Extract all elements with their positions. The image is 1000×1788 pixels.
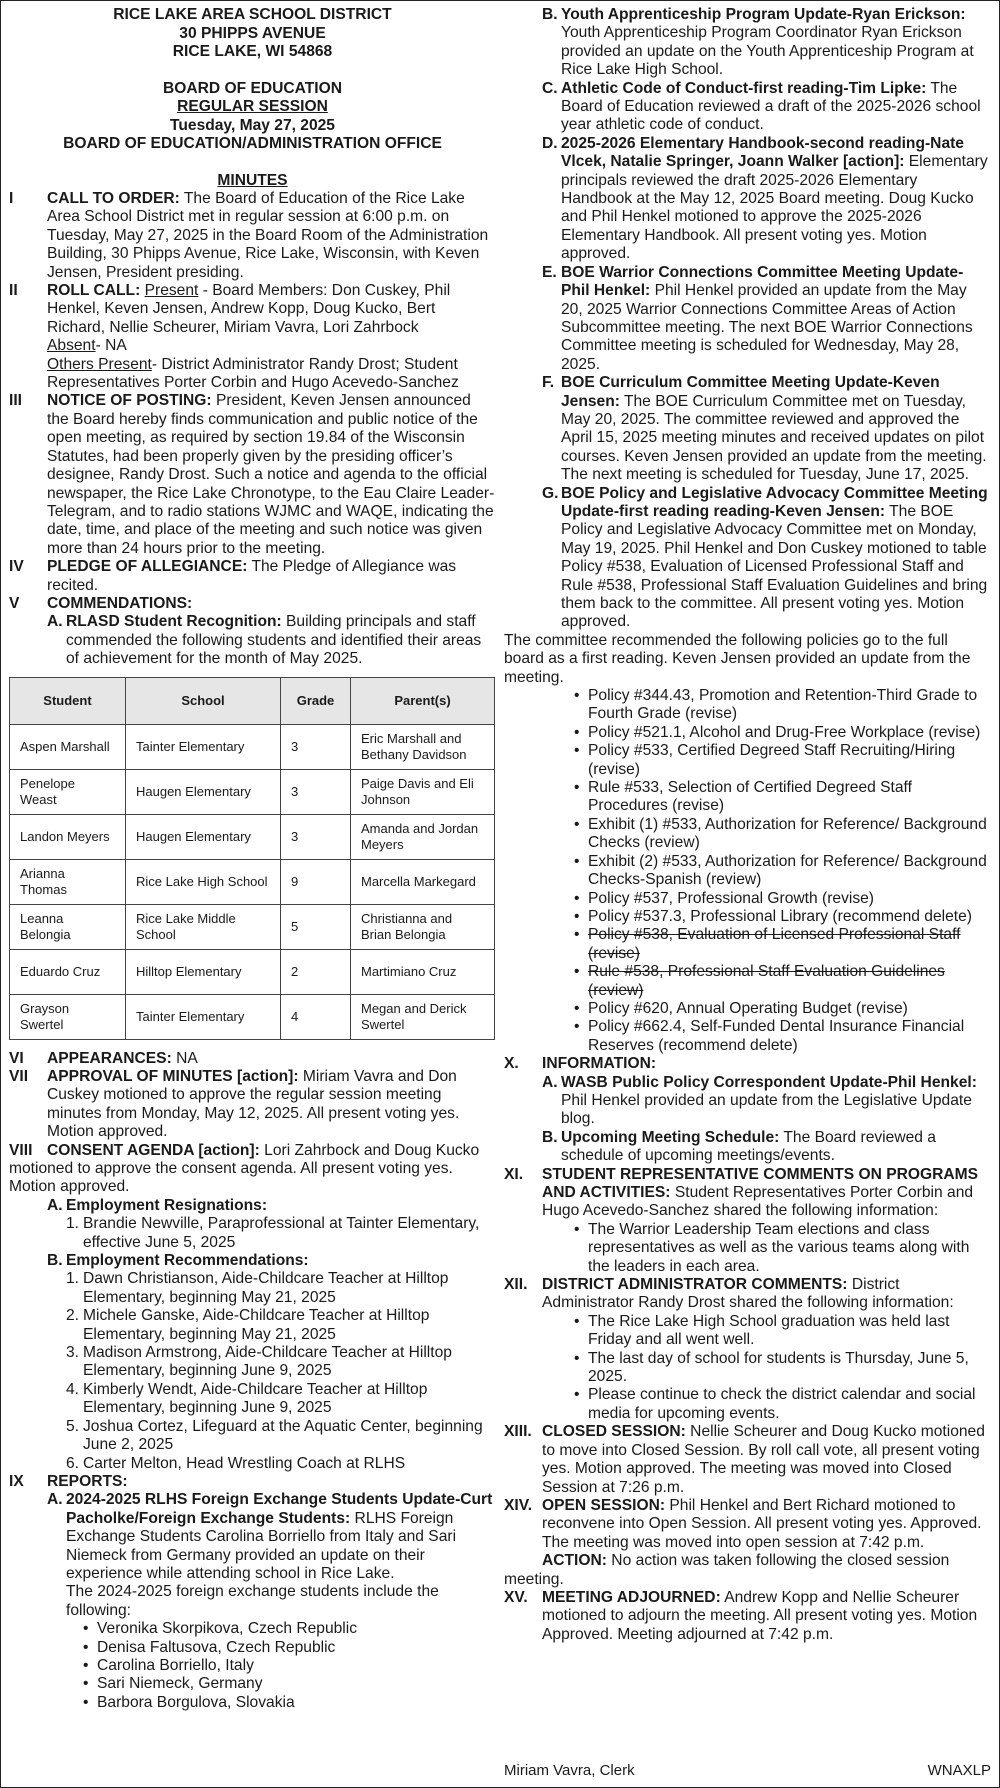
section-information: X. INFORMATION: (504, 1055, 657, 1073)
bullet-mark: • (574, 852, 580, 870)
section-notice-of-posting: III NOTICE OF POSTING: President, Keven Jensen announced the Board hereby finds communication and public notice of the open meeting, as required by section 19.84 of the Wisconsin Statutes, had been properly given by the presiding officer’s designee, Randy Drost. Such a notice and agenda to the official newspaper, the Rice Lake Chronotype, to the Eau Claire Leader-Telegram, and to radio stations WJMC and WAQE, indicating the date, time, and place of the meeting and such notice was given more than 24 hours prior to the meeting. (9, 392, 495, 557)
column-header: School (126, 677, 281, 724)
list-item: • Carolina Borriello, Italy (83, 1656, 254, 1674)
section-pledge: IV PLEDGE OF ALLEGIANCE: The Pledge of Allegiance was recited. (9, 558, 457, 594)
action-note: ACTION: No action was taken following the closed session meeting. (504, 1552, 950, 1588)
bullet-mark: • (574, 999, 580, 1017)
column-header: Student (10, 677, 126, 724)
list-item: 4. Kimberly Wendt, Aide-Childcare Teacher at Hilltop Elementary, beginning June 9, 2025 (66, 1380, 428, 1417)
policy-text: Rule #533, Selection of Certified Degreed Staff Procedures (revise) (588, 779, 912, 815)
bullet-mark: • (574, 687, 580, 705)
left-column (9, 6, 496, 1712)
table-cell: Tainter Elementary (126, 724, 281, 769)
table-cell: 5 (281, 904, 351, 949)
subsection-athletic-code: C. Athletic Code of Conduct-first reading-Tim Lipke: The Board of Education reviewed a draft of the 2025-2026 school year athletic code of conduct. (542, 79, 981, 134)
policy-list-item (574, 853, 991, 890)
bullet-mark: • (574, 963, 580, 981)
bullet-mark: • (574, 889, 580, 907)
section-meeting-adjourned: XV. MEETING ADJOURNED: Andrew Kopp and Nellie Scheurer motioned to adjourn the meeting. All present voting yes. Motion Approved. Meeting adjourned at 7:42 p.m. (504, 1588, 978, 1643)
policy-text: Rule #538, Professional Staff Evaluation Guidelines (review) (588, 963, 945, 999)
table-cell: Paige Davis and Eli Johnson (351, 769, 495, 814)
policy-list-item (574, 926, 991, 963)
table-cell: Landon Meyers (10, 814, 126, 859)
minutes-title: MINUTES (217, 171, 288, 189)
subsection-recommendations: B. Employment Recommendations: (47, 1252, 309, 1270)
section-administrator-comments: XII. DISTRICT ADMINISTRATOR COMMENTS: District Administrator Randy Drost shared the following information: (504, 1276, 954, 1312)
subsection-warrior-connections: E. BOE Warrior Connections Committee Meeting Update-Phil Henkel: Phil Henkel provided an update from the May 20, 2025 Warrior Connections Committee Areas of Action Subcommittee meeting. The next BOE Warrior Connections Committee meeting is scheduled for Wednesday, May 28, 2025. (542, 263, 973, 373)
subsection-policy-committee: G. BOE Policy and Legislative Advocacy Committee Meeting Update-first reading reading-Keven Jensen: The BOE Policy and Legislative Advocacy Committee met on Monday, May 19, 2025. Phil Henkel and Don Cuskey motioned to table Policy #538, Evaluation of Licensed Professional Staff and Rule #538, Professional Staff Evaluation Guidelines and bring them back to the committee. All present voting yes. Motion approved. (542, 484, 988, 631)
subsection-wasb-update: A. WASB Public Policy Correspondent Update-Phil Henkel: Phil Henkel provided an update from the Legislative Update blog. (542, 1073, 977, 1128)
list-item: 2. Michele Ganske, Aide-Childcare Teacher at Hilltop Elementary, beginning May 21, 2025 (66, 1307, 430, 1343)
list-item: • The Warrior Leadership Team elections and class representatives as well as the various teams along with the leaders in each area. (574, 1220, 970, 1275)
table-cell: Arianna Thomas (10, 859, 126, 904)
subsection-meeting-schedule: B. Upcoming Meeting Schedule: The Board reviewed a schedule of upcoming meetings/events. (542, 1128, 936, 1165)
table-cell: Marcella Markegard (351, 859, 495, 904)
policy-recommendation-text: The committee recommended the following policies go to the full board as a first reading. Keven Jensen provided an update from the meeting. (504, 631, 971, 686)
list-item: 5. Joshua Cortez, Lifeguard at the Aquatic Center, beginning June 2, 2025 (66, 1417, 483, 1454)
table-row (10, 769, 495, 814)
list-item: • Please continue to check the district calendar and social media for upcoming events. (574, 1386, 976, 1422)
bullet-mark: • (574, 907, 580, 925)
session-type: REGULAR SESSION (177, 98, 328, 115)
policy-text: Policy #537, Professional Growth (revise) (588, 889, 875, 907)
table-cell: 3 (281, 769, 351, 814)
section-call-to-order: I CALL TO ORDER: The Board of Education of the Rice Lake Area School District met in regular session at 6:00 p.m. on Tuesday, May 27, 2025 in the Board Room of the Administration Building, 30 Phipps Avenue, Rice Lake, Wisconsin, with Keven Jensen, President presiding. (9, 190, 489, 281)
subsection-elementary-handbook: D. 2025-2026 Elementary Handbook-second reading-Nate Vlcek, Natalie Springer, Joann Walker [action]: Elementary principals reviewed the draft 2025-2026 Elementary Handbook at the May 12, 2025 Board meeting. Doug Kucko and Phil Henkel motioned to approve the 2025-2026 Elementary Handbook. All present voting yes. Motion approved. (542, 134, 988, 263)
table-row (10, 904, 495, 949)
section-approval-of-minutes: VII APPROVAL OF MINUTES [action]: Miriam Vavra and Don Cuskey motioned to approve the regular session meeting minutes from Monday, May 12, 2025. All present voting yes. Motion approved. (9, 1067, 460, 1141)
publication-code: WNAXLP (927, 1762, 991, 1779)
bullet-mark: • (574, 926, 580, 944)
subsection-student-recognition: A. RLASD Student Recognition: Building principals and staff commended the following students and identified their areas of achievement for the month of May 2025. (47, 613, 482, 668)
meeting-date: Tuesday, May 27, 2025 (170, 116, 335, 134)
subsection-youth-apprenticeship: B. Youth Apprenticeship Program Update-Ryan Erickson: Youth Apprenticeship Program Coordinator Ryan Erickson provided an update on the Youth Apprenticeship Program at Rice Lake High School. (542, 6, 974, 79)
section-commendations: V COMMENDATIONS: (9, 594, 193, 612)
column-header: Parent(s) (351, 677, 495, 724)
meeting-location: BOARD OF EDUCATION/ADMINISTRATION OFFICE (63, 135, 442, 152)
section-open-session: XIV. OPEN SESSION: Phil Henkel and Bert Richard motioned to reconvene into Open Session. All present voting yes. Approved. The meeting was moved into open session at 7:42 p.m. (504, 1496, 982, 1551)
table-cell: Christianna and Brian Belongia (351, 904, 495, 949)
table-cell: Amanda and Jordan Meyers (351, 814, 495, 859)
section-roll-call: II ROLL CALL: Present - Board Members: Don Cuskey, Phil Henkel, Keven Jensen, Andrew Kopp, Doug Kucko, Bert Richard, Nellie Scheurer, Miriam Vavra, Lori Zahrbock Absent- NA Others Present- District Administrator Randy Drost; Student Representatives Porter Corbin and Hugo Acevedo-Sanchez (9, 282, 459, 392)
subsection-resignations: A. Employment Resignations: (47, 1196, 268, 1214)
bullet-mark: • (574, 779, 580, 797)
table-cell: Rice Lake High School (126, 859, 281, 904)
district-city: RICE LAKE, WI 54868 (172, 43, 333, 60)
bullet-mark: • (574, 723, 580, 741)
list-item: • Denisa Faltusova, Czech Republic (83, 1638, 336, 1656)
table-cell: Martimiano Cruz (351, 949, 495, 994)
policy-list-item (574, 742, 991, 779)
student-recognition-table (9, 677, 495, 1040)
table-header-row (10, 677, 495, 724)
section-student-rep-comments: XI. STUDENT REPRESENTATIVE COMMENTS ON PROGRAMS AND ACTIVITIES: Student Representatives Porter Corbin and Hugo Acevedo-Sanchez shared the following information: (504, 1165, 979, 1220)
table-row (10, 994, 495, 1039)
table-cell: Eduardo Cruz (10, 949, 126, 994)
table-cell: 3 (281, 724, 351, 769)
policy-text: Policy #537.3, Professional Library (recommend delete) (588, 907, 972, 925)
bullet-mark: • (574, 815, 580, 833)
table-cell: Leanna Belongia (10, 904, 126, 949)
district-name: RICE LAKE AREA SCHOOL DISTRICT (113, 6, 392, 23)
policy-list-item (574, 908, 991, 926)
table-cell: Megan and Derick Swertel (351, 994, 495, 1039)
table-cell: Haugen Elementary (126, 769, 281, 814)
table-row (10, 949, 495, 994)
policy-list (504, 687, 991, 1055)
bullet-mark: • (574, 742, 580, 760)
section-closed-session: XIII. CLOSED SESSION: Nellie Scheurer and Doug Kucko motioned to move into Closed Session. By roll call vote, all present voting yes. Motion approved. The meeting was moved into Closed Session at 7:26 p.m. (504, 1423, 985, 1496)
policy-text: Exhibit (2) #533, Authorization for Reference/ Background Checks-Spanish (review) (588, 852, 987, 889)
policy-list-item (574, 816, 991, 853)
policy-text: Policy #533, Certified Degreed Staff Recruiting/Hiring (revise) (588, 742, 956, 778)
table-cell: Haugen Elementary (126, 814, 281, 859)
table-row (10, 859, 495, 904)
district-street: 30 PHIPPS AVENUE (179, 24, 326, 42)
list-item: 1. Dawn Christianson, Aide-Childcare Teacher at Hilltop Elementary, beginning May 21, 2025 (66, 1270, 449, 1306)
list-item: 1. Brandie Newville, Paraprofessional at Tainter Elementary, effective June 5, 2025 (66, 1215, 480, 1251)
table-cell: Eric Marshall and Bethany Davidson (351, 724, 495, 769)
section-appearances: VI APPEARANCES: NA (9, 1049, 198, 1067)
table-row (10, 724, 495, 769)
board-title: BOARD OF EDUCATION (162, 79, 343, 97)
list-item: • Barbora Borgulova, Slovakia (83, 1693, 295, 1711)
table-cell: Rice Lake Middle School (126, 904, 281, 949)
clerk-signature: Miriam Vavra, Clerk (504, 1762, 635, 1779)
column-header: Grade (281, 677, 351, 724)
table-body (10, 724, 495, 1039)
subsection-foreign-exchange: A. 2024-2025 RLHS Foreign Exchange Students Update-Curt Pacholke/Foreign Exchange Students: RLHS Foreign Exchange Students Carolina Borriello from Italy and Sari Niemeck from Germany provided an update on their experience while attending school in Rice Lake. The 2024-2025 foreign exchange students include the following: (47, 1491, 493, 1619)
subsection-curriculum-committee: F. BOE Curriculum Committee Meeting Update-Keven Jensen: The BOE Curriculum Committee met on Tuesday, May 20, 2025. The committee reviewed and approved the April 15, 2025 meeting minutes and received updates on pilot courses. Keven Jensen provided an update from the meeting. The next meeting is scheduled for Tuesday, June 17, 2025. (542, 374, 987, 484)
policy-list-item (574, 779, 991, 816)
table-cell: 3 (281, 814, 351, 859)
table-cell: 4 (281, 994, 351, 1039)
policy-list-item (574, 1018, 991, 1055)
table-cell: 9 (281, 859, 351, 904)
table-row (10, 814, 495, 859)
list-item: 6. Carter Melton, Head Wrestling Coach at RLHS (66, 1454, 406, 1472)
table-cell: Penelope Weast (10, 769, 126, 814)
right-column (504, 6, 991, 1644)
section-consent-agenda: VIII CONSENT AGENDA [action]: Lori Zahrbock and Doug Kucko motioned to approve the consent agenda. All present voting yes. Motion approved. (9, 1141, 480, 1196)
list-item: 3. Madison Armstrong, Aide-Childcare Teacher at Hilltop Elementary, beginning June 9, 2025 (66, 1344, 452, 1380)
policy-list-item (574, 687, 991, 724)
table-cell: 2 (281, 949, 351, 994)
policy-text: Exhibit (1) #533, Authorization for Reference/ Background Checks (review) (588, 815, 987, 852)
bullet-mark: • (574, 1018, 580, 1036)
document-header (9, 6, 496, 190)
policy-list-item (574, 963, 991, 1000)
table-cell: Tainter Elementary (126, 994, 281, 1039)
section-reports: IX REPORTS: (9, 1472, 128, 1490)
policy-text: Policy #521.1, Alcohol and Drug-Free Workplace (revise) (588, 723, 981, 741)
policy-list-item (574, 890, 991, 908)
list-item: • The last day of school for students is Thursday, June 5, 2025. (574, 1349, 969, 1386)
policy-text: Policy #344.43, Promotion and Retention-Third Grade to Fourth Grade (revise) (588, 687, 978, 723)
policy-text: Policy #662.4, Self-Funded Dental Insurance Financial Reserves (recommend delete) (588, 1018, 965, 1054)
list-item: • Sari Niemeck, Germany (83, 1675, 263, 1693)
list-item: • Veronika Skorpikova, Czech Republic (83, 1620, 358, 1638)
table-cell: Hilltop Elementary (126, 949, 281, 994)
policy-list-item (574, 1000, 991, 1018)
policy-text: Policy #620, Annual Operating Budget (revise) (588, 999, 908, 1017)
policy-list-item (574, 724, 991, 742)
list-item: • The Rice Lake High School graduation was held last Friday and all went well. (574, 1312, 950, 1349)
policy-text: Policy #538, Evaluation of Licensed Professional Staff (revise) (588, 926, 961, 962)
table-cell: Grayson Swertel (10, 994, 126, 1039)
table-cell: Aspen Marshall (10, 724, 126, 769)
